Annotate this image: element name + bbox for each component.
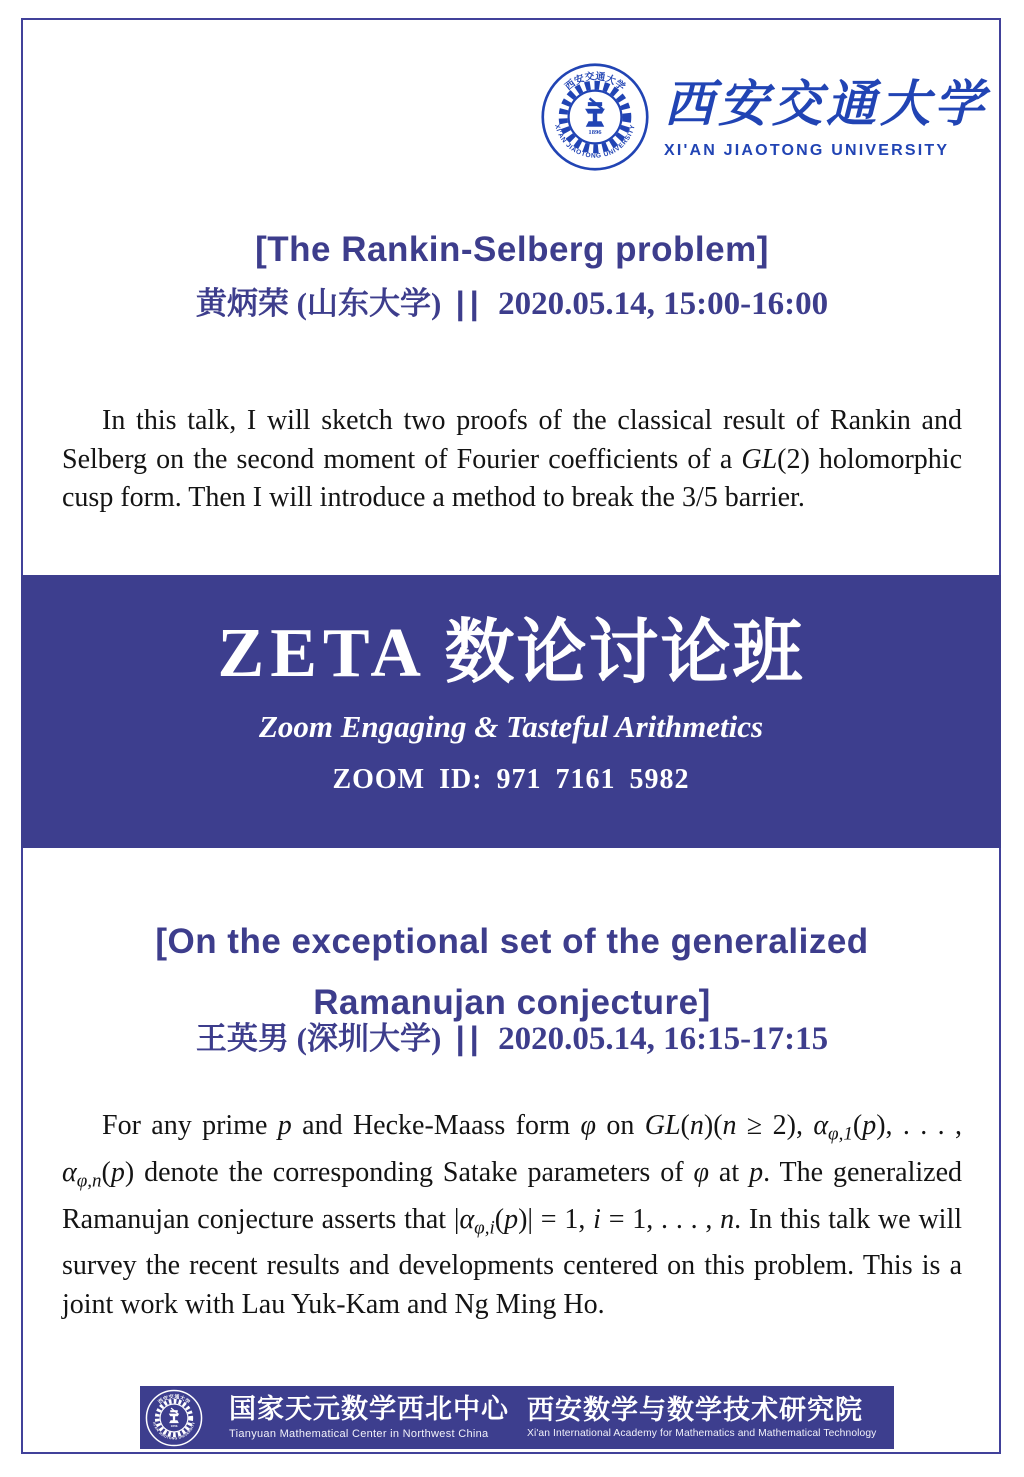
talk1-separator: ||: [455, 285, 484, 321]
organizers-banner: [140, 1386, 894, 1449]
svg-text:1896: 1896: [170, 1423, 178, 1428]
talk2-title: [On the exceptional set of the generalized Ramanujan conjecture]: [155, 922, 869, 1023]
talk1-abstract: In this talk, I will sketch two proofs of the classical result of Rankin and Selberg on the second moment of Fourier coefficients of a GL(2) holomorphic cusp form. Then I will introduce a method to break the 3/5 barrier.: [62, 405, 962, 513]
talk2-datetime: 2020.05.14, 16:15-17:15: [498, 1021, 829, 1057]
zeta-title-chinese: 数论讨论班: [444, 615, 805, 692]
svg-text:西安交通大学: 西安交通大学: [563, 71, 627, 93]
organizer-academy-en: Xi'an International Academy for Mathematics and Mathematical Technology: [527, 1428, 877, 1440]
svg-text:XI'AN JIAOTONG UNIVERSITY: XI'AN JIAOTONG UNIVERSITY: [151, 1420, 197, 1440]
university-logo-text: [664, 74, 988, 160]
xjtu-seal-white-icon: [145, 1389, 203, 1447]
talk2-speaker-name: 王英男 (深圳大学): [195, 1021, 442, 1056]
organizer-tianyuan: [229, 1395, 509, 1439]
svg-text:XI'AN JIAOTONG UNIVERSITY: XI'AN JIAOTONG UNIVERSITY: [553, 123, 637, 160]
talk2-speaker-line: [0, 1013, 1024, 1058]
organizer-academy-cn: 西安数学与数学技术研究院: [527, 1394, 863, 1425]
svg-text:1896: 1896: [588, 129, 602, 137]
organizer-tianyuan-cn: 国家天元数学西北中心: [229, 1394, 509, 1425]
talk1-title: [The Rankin-Selberg problem]: [255, 230, 769, 270]
talk2-abstract: For any prime p and Hecke-Maass form φ on GL(n)(n ≥ 2), αφ,1(p), . . . , αφ,n(p) denote the corresponding Satake parameters of φ at p. The generalized Ramanujan conjecture asserts that |αφ,i(p)| = 1, i = 1, . . . , n. In this talk we will survey the recent results and developments centered on this problem. This is a joint work with Lau Yuk-Kam and Ng Ming Ho.: [62, 1110, 963, 1320]
svg-text:西安交通大学: 西安交通大学: [157, 1393, 191, 1406]
organizer-academy: [527, 1396, 876, 1439]
talk1-speaker-line: [0, 278, 1024, 323]
organizer-tianyuan-en: Tianyuan Mathematical Center in Northwest China: [229, 1427, 489, 1440]
zeta-seminar-banner: [21, 575, 1001, 848]
university-logo: [540, 62, 988, 172]
zoom-id-value: 971 7161 5982: [496, 764, 690, 795]
zeta-banner-title: [21, 615, 1001, 692]
xjtu-seal-icon: [540, 62, 650, 172]
zeta-wordmark: ZETA: [217, 615, 427, 692]
talk1-datetime: 2020.05.14, 15:00-16:00: [498, 286, 829, 322]
zoom-meeting-id: [21, 766, 1001, 794]
university-name-wordmark: XI'AN JIAOTONG UNIVERSITY: [664, 142, 950, 159]
talk1-speaker-name: 黄炳荣 (山东大学): [195, 286, 442, 321]
zoom-id-label: ZOOM ID:: [332, 764, 483, 795]
university-name-calligraphy: 西安交通大学: [664, 76, 988, 132]
talk2-separator: ||: [455, 1020, 484, 1056]
zeta-banner-subtitle: Zoom Engaging & Tasteful Arithmetics: [258, 709, 764, 744]
